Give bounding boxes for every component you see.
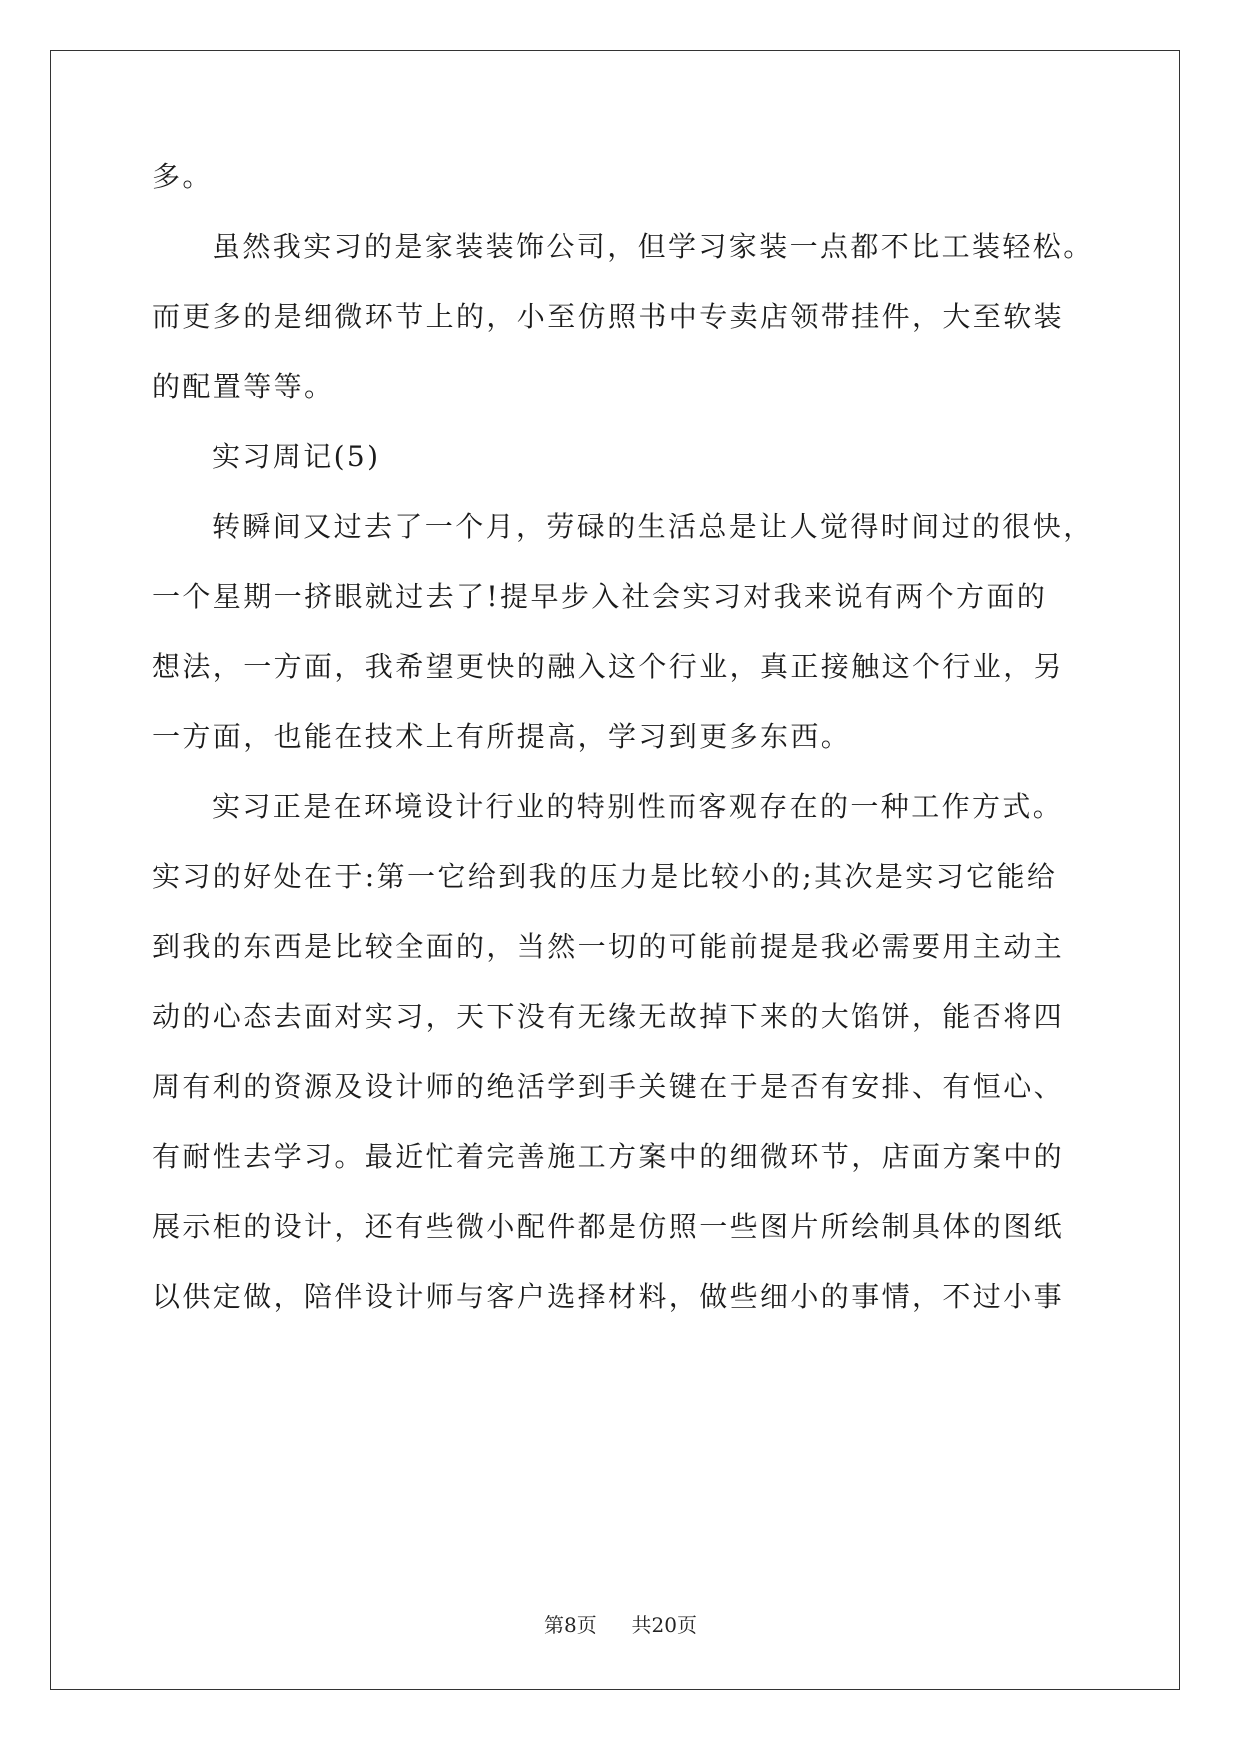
text-line: 一个星期一挤眼就过去了!提早步入社会实习对我来说有两个方面的 <box>152 580 1048 613</box>
text-line: 展示柜的设计，还有些微小配件都是仿照一些图片所绘制具体的图纸 <box>152 1210 1065 1243</box>
text-line: 而更多的是细微环节上的，小至仿照书中专卖店领带挂件，大至软装 <box>152 300 1065 333</box>
text-line: 的配置等等。 <box>152 370 335 403</box>
section-heading: 实习周记(5) <box>212 440 381 473</box>
text-line: 以供定做，陪伴设计师与客户选择材料，做些细小的事情，不过小事 <box>152 1280 1065 1313</box>
text-line: 虽然我实习的是家装装饰公司，但学习家装一点都不比工装轻松。 <box>212 230 1094 263</box>
text-line: 一方面，也能在技术上有所提高，学习到更多东西。 <box>152 720 852 753</box>
text-line: 转瞬间又过去了一个月，劳碌的生活总是让人觉得时间过的很快， <box>212 510 1094 543</box>
text-line: 实习的好处在于:第一它给到我的压力是比较小的;其次是实习它能给 <box>152 860 1058 893</box>
text-line: 到我的东西是比较全面的，当然一切的可能前提是我必需要用主动主 <box>152 930 1065 963</box>
text-line: 想法，一方面，我希望更快的融入这个行业，真正接触这个行业，另 <box>152 650 1065 683</box>
page-number-total: 共20页 <box>631 1613 697 1637</box>
text-line: 周有利的资源及设计师的绝活学到手关键在于是否有安排、有恒心、 <box>152 1070 1065 1103</box>
text-line: 多。 <box>152 160 213 193</box>
page-number-current: 第8页 <box>544 1613 597 1637</box>
text-line: 实习正是在环境设计行业的特别性而客观存在的一种工作方式。 <box>212 790 1064 823</box>
page-footer <box>0 1612 1241 1638</box>
text-line: 动的心态去面对实习，天下没有无缘无故掉下来的大馅饼，能否将四 <box>152 1000 1065 1033</box>
text-line: 有耐性去学习。最近忙着完善施工方案中的细微环节，店面方案中的 <box>152 1140 1065 1173</box>
